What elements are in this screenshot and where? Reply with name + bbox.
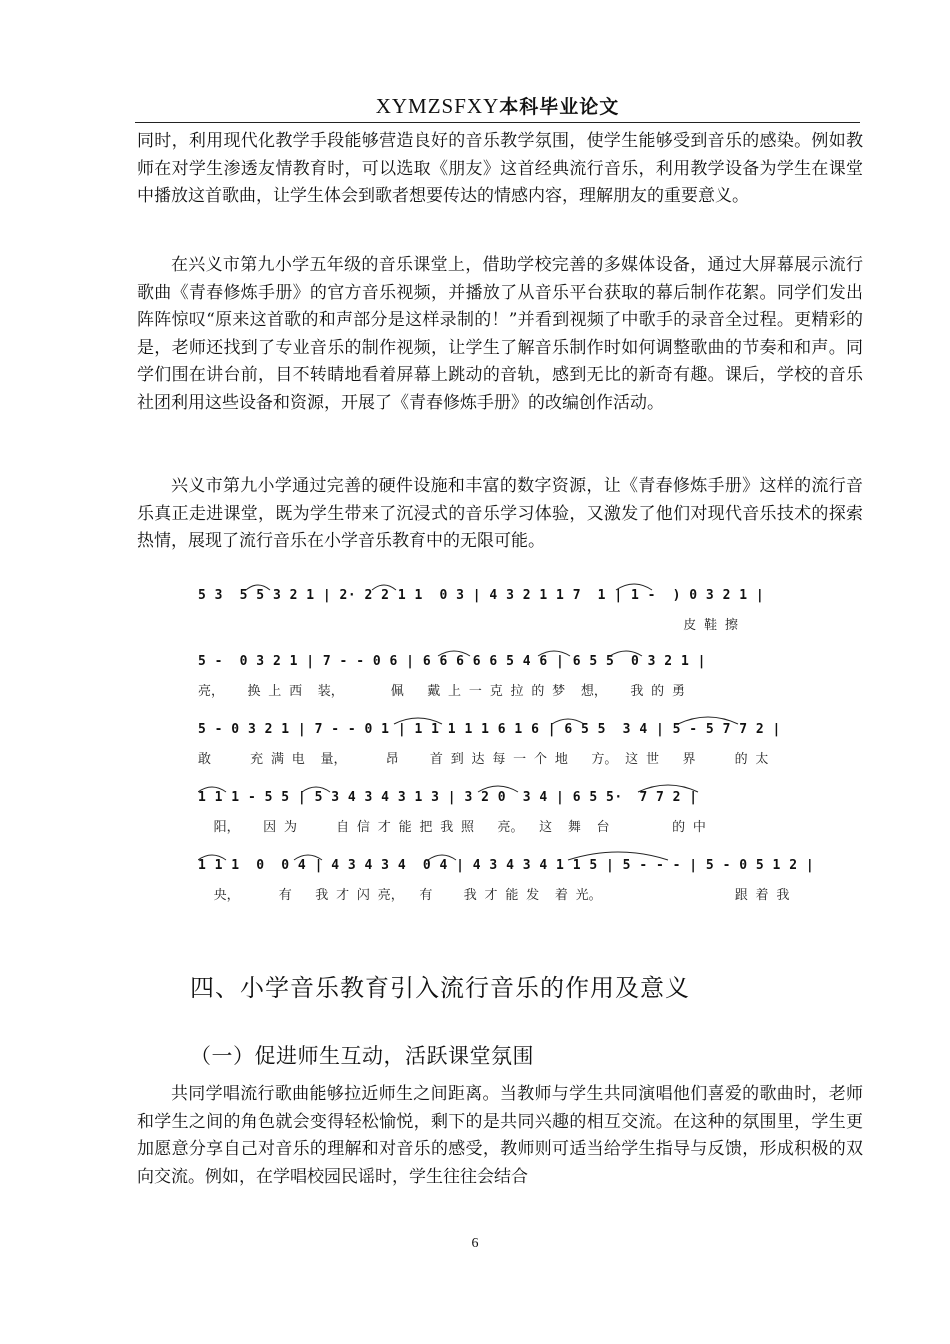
paragraph-3: 兴义市第九小学通过完善的硬件设施和丰富的数字资源，让《青春修炼手册》这样的流行音乐真正走进课堂，既为学生带来了沉浸式的音乐学习体验，又激发了他们对现代音乐技术的探索热情，展现了流行音乐在小学音乐教育中的无限可能。 [137,476,863,552]
score-row-1-notes: 5 3 5 5 3 2 1 | 2· 2 2 1 1 0 3 | 4 3 2 1 1 7 1 | 1 - ) 0 3 2 1 | [198,588,765,603]
subsection-heading: （一）促进师生互动，活跃课堂氛围 [190,1044,534,1068]
header-title: 本科毕业论文 [499,96,620,118]
score-row-5-lyrics: 央， 有 我 才 闪 亮， 有 我 才 能 发 着 光。 跟 着 我 [198,888,790,903]
score-row-4-lyrics: 阳， 因 为 自 信 才 能 把 我 照 亮。 这 舞 台 的 中 [198,820,706,835]
score-row-1-lyrics: 皮 鞋 擦 [198,618,738,633]
paragraph-4: 共同学唱流行歌曲能够拉近师生之间距离。当教师与学生共同演唱他们喜爱的歌曲时，老师和学生之间的角色就会变得轻松愉悦，剩下的是共同兴趣的相互交流。在这种的氛围里，学生更加愿意分享自己对音乐的理解和对音乐的感受，教师则可适当给学生指导与反馈，形成积极的双向交流。例如，在学唱校园民谣时，学生往往会结合 [137,1084,863,1187]
numbered-music-score [198,588,815,923]
score-row-4-notes: 1 1 1 - 5 5 | 5 3 4 3 4 3 1 3 | 3 2 0 3 4 | 6 5 5· 7 7 2 | [198,790,698,805]
score-row-3-lyrics: 敢 充 满 电 量， 昂 首 到 达 每 一 个 地 方。 这 世 界 的 太 [198,752,769,767]
score-row-2-notes: 5 - 0 3 2 1 | 7 - - 0 6 | 6 6 6 6 6 5 4 6 | 6 5 5 0 3 2 1 | [198,654,706,669]
paragraph-1: 同时，利用现代化教学手段能够营造良好的音乐教学氛围，使学生能够受到音乐的感染。例如教师在对学生渗透友情教育时，可以选取《朋友》这首经典流行音乐，利用教学设备为学生在课堂中播放这首歌曲，让学生体会到歌者想要传达的情感内容，理解朋友的重要意义。 [137,131,863,207]
header-school-code: XYMZSFXY [375,94,500,118]
page-number: 6 [471,1236,479,1251]
page-header [135,92,860,123]
score-row-2-lyrics: 亮， 换 上 西 装， 佩 戴 上 一 克 拉 的 梦 想， 我 的 勇 [198,684,685,699]
score-row-3-notes: 5 - 0 3 2 1 | 7 - - 0 1 | 1 1 1 1 1 6 1 6 | 6 5 5 3 4 | 5 - 5 7 7 2 | [198,722,781,737]
section-heading: 四、小学音乐教育引入流行音乐的作用及意义 [190,974,690,1002]
score-row-5 [198,858,815,928]
score-row-5-notes: 1 1 1 0 0 4 | 4 3 4 3 4 0 4 | 4 3 4 3 4 1 1 5 | 5 - - - | 5 - 0 5 1 2 | [198,858,815,873]
paragraph-2: 在兴义市第九小学五年级的音乐课堂上，借助学校完善的多媒体设备，通过大屏幕展示流行歌曲《青春修炼手册》的官方音乐视频，并播放了从音乐平台获取的幕后制作花絮。同学们发出阵阵惊叹“原来这首歌的和声部分是这样录制的！”并看到视频了中歌手的录音全过程。更精彩的是，老师还找到了专业音乐的制作视频，让学生了解音乐制作时如何调整歌曲的节奏和和声。同学们围在讲台前，目不转睛地看着屏幕上跳动的音轨，感到无比的新奇有趣。课后，学校的音乐社团利用这些设备和资源，开展了《青春修炼手册》的改编创作活动。 [137,255,863,413]
